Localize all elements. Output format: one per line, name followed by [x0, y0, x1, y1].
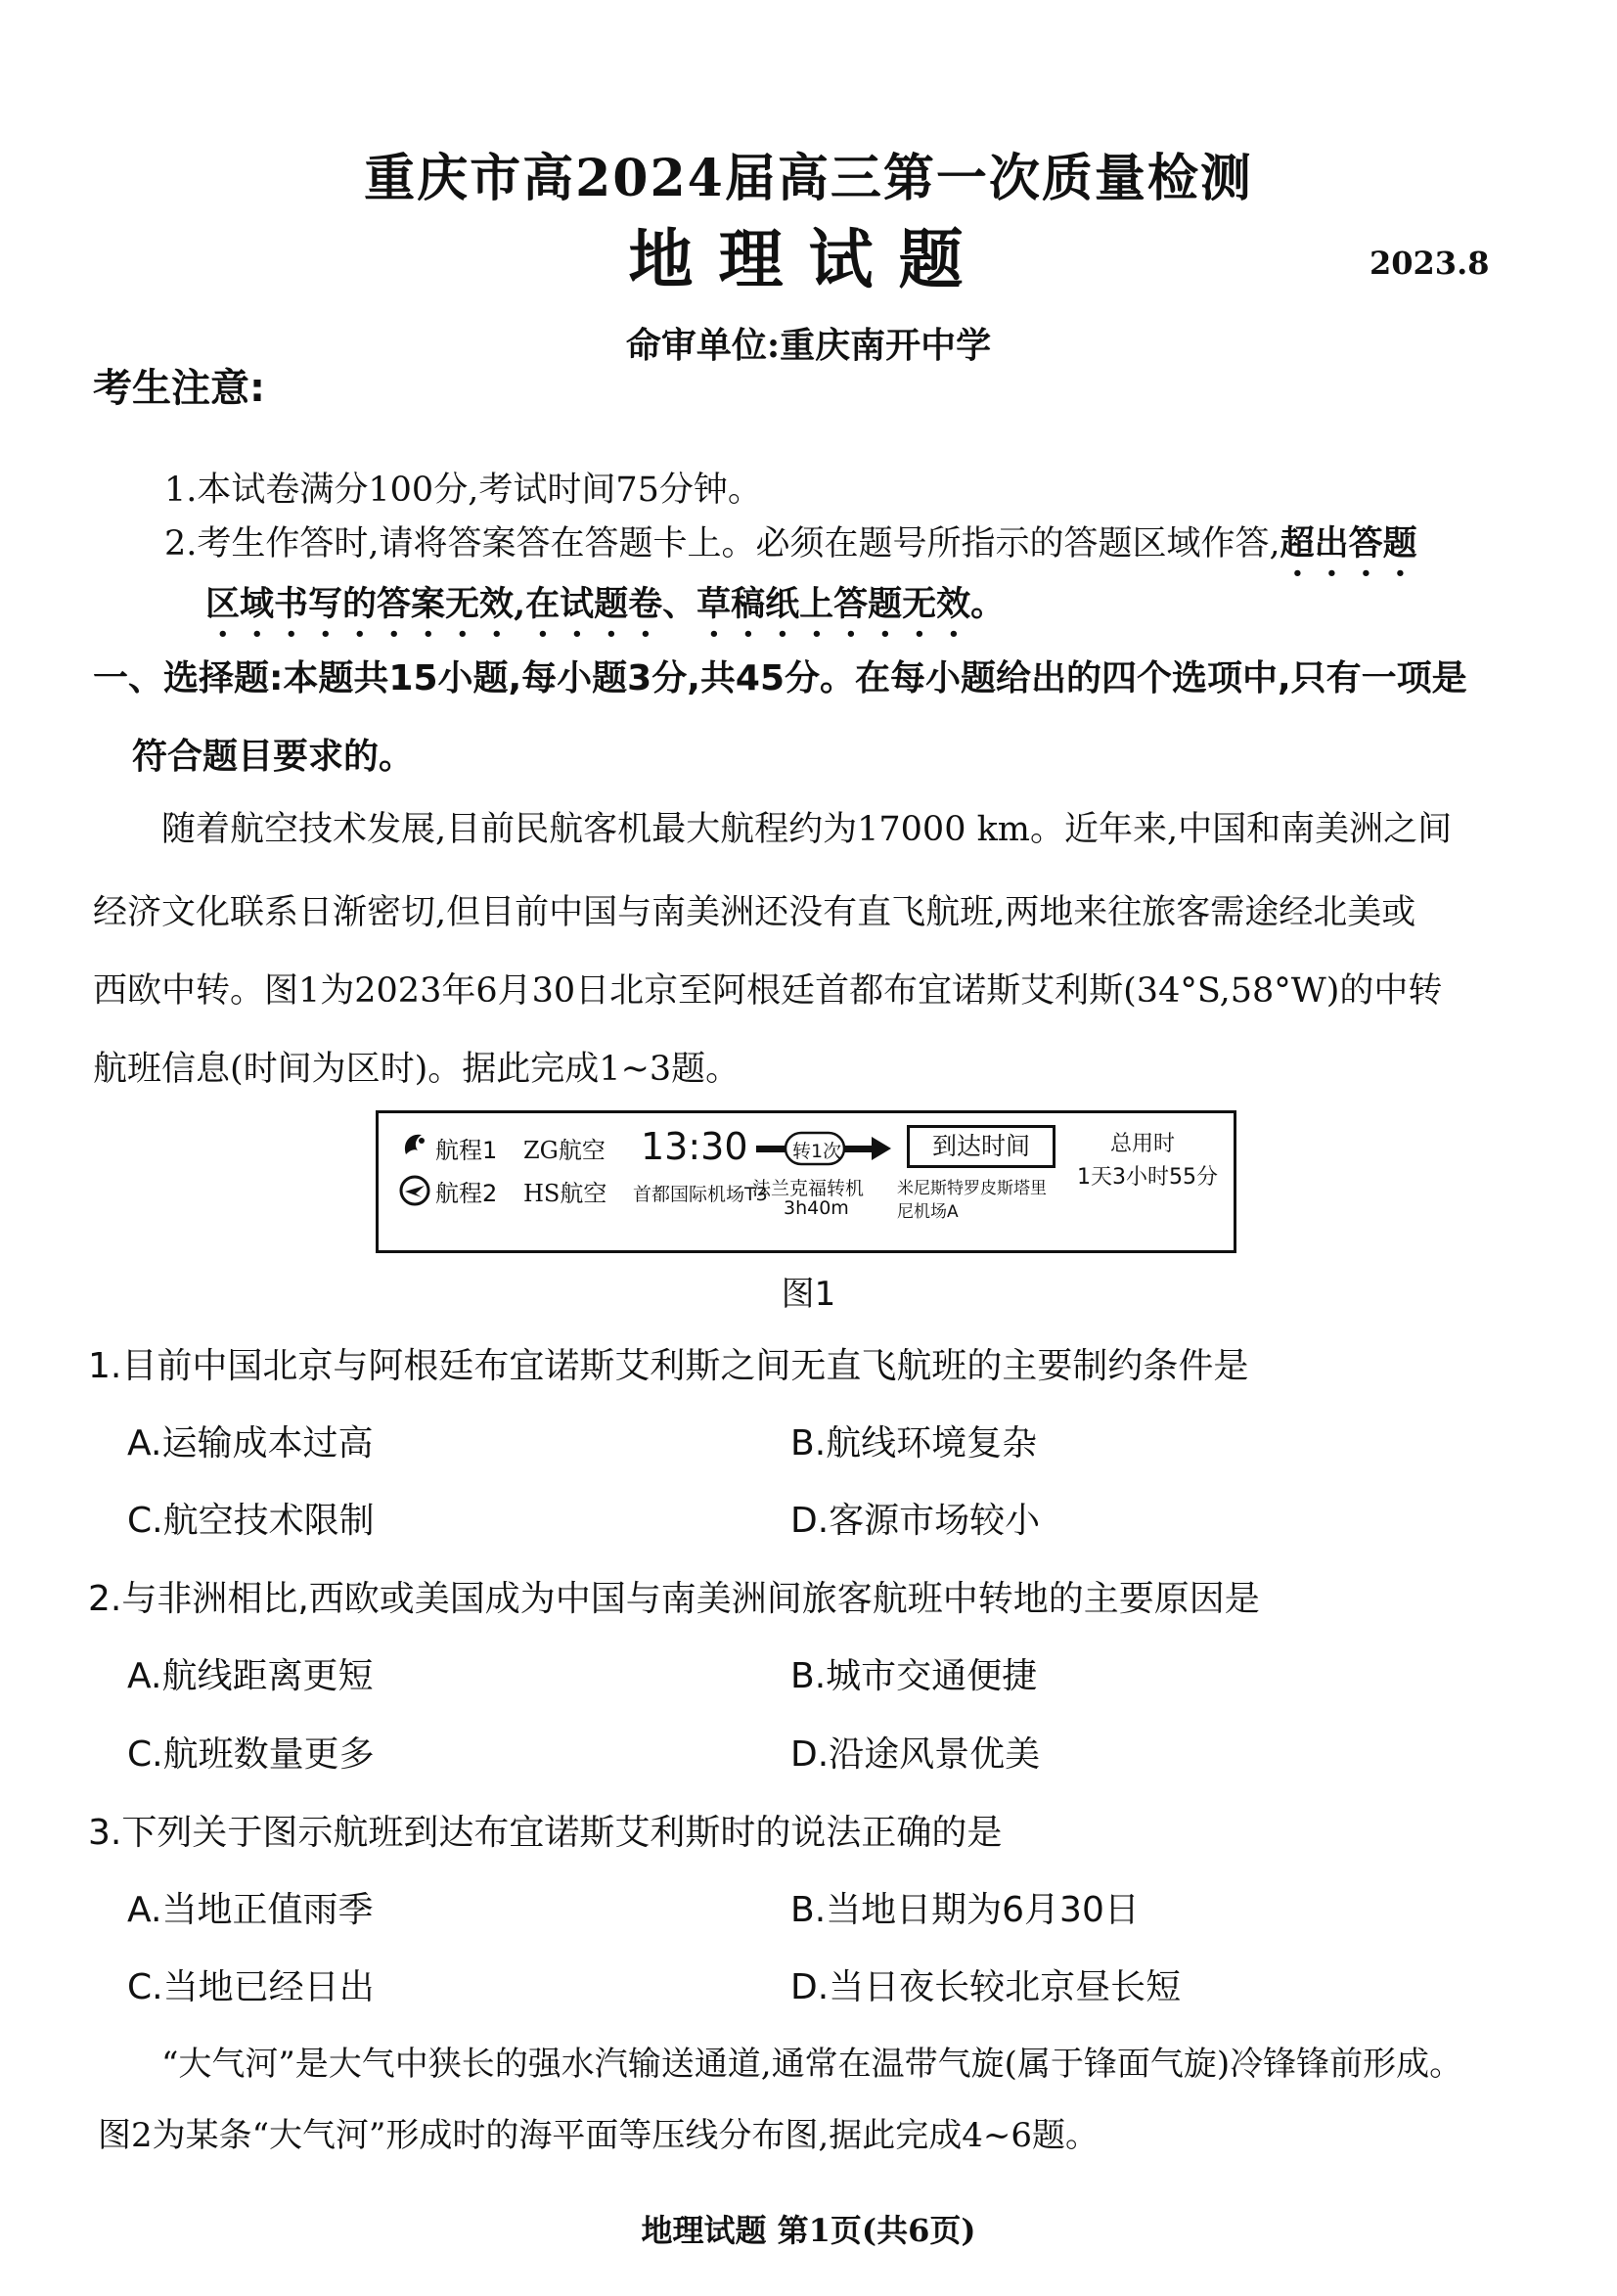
question-2-stem: 2.与非洲相比,西欧或美国成为中国与南美洲间旅客航班中转地的主要原因是: [88, 1579, 1260, 1619]
notice-heading: 考生注意:: [93, 366, 265, 411]
notice-item-2-text: 2.考生作答时,请将答案答在答题卡上。必须在题号所指示的答题区域作答,: [164, 524, 1280, 563]
question-1-stem: 1.目前中国北京与阿根廷布宜诺斯艾利斯之间无直飞航班的主要制约条件是: [88, 1346, 1249, 1386]
question-1-option-c: C.航空技术限制: [127, 1501, 375, 1541]
transfer-badge: 转1次: [791, 1141, 842, 1162]
question-3-option-b: B.当地日期为6月30日: [790, 1890, 1140, 1930]
passage1-line1: 随着航空技术发展,目前民航客机最大航程约为17000 km。近年来,中国和南美洲之间: [161, 810, 1453, 849]
notice-item-2-emphasis: 超出答题: [1280, 523, 1417, 563]
passage2-line1: “大气河”是大气中狭长的强水汽输送通道,通常在温带气旋(属于锋面气旋)冷锋锋前形成。: [161, 2045, 1463, 2084]
organizer: 命审单位:重庆南开中学: [625, 325, 992, 366]
figure1-caption: 图1: [781, 1275, 836, 1314]
passage2-line2: 图2为某条“大气河”形成时的海平面等压线分布图,据此完成4~6题。: [98, 2116, 1099, 2155]
leg1-label: 航程1: [435, 1137, 498, 1164]
question-1-option-a: A.运输成本过高: [127, 1423, 374, 1463]
total-duration-value: 1天3小时55分: [1077, 1165, 1218, 1190]
total-duration-label: 总用时: [1110, 1132, 1176, 1156]
question-2-option-c: C.航班数量更多: [127, 1734, 375, 1775]
exam-date: 2023.8: [1370, 245, 1490, 282]
passage1-line4: 航班信息(时间为区时)。据此完成1~3题。: [93, 1050, 741, 1089]
passage1-line2: 经济文化联系日渐密切,但目前中国与南美洲还没有直飞航班,两地来往旅客需途经北美或: [93, 893, 1416, 932]
depart-time: 13:30: [641, 1125, 748, 1168]
passage1-line3: 西欧中转。图1为2023年6月30日北京至阿根廷首都布宜诺斯艾利斯(34°S,58°W)的中转: [93, 971, 1443, 1011]
question-2-option-a: A.航线距离更短: [127, 1656, 374, 1696]
question-3-option-a: A.当地正值雨季: [127, 1890, 374, 1930]
transfer-airport: 法兰克福转机: [752, 1178, 865, 1199]
question-2-option-d: D.沿途风景优美: [790, 1734, 1041, 1775]
notice-item-2: [164, 517, 1417, 584]
arrival-time-box: 到达时间: [907, 1125, 1056, 1168]
section-heading-cont: 符合题目要求的。: [132, 737, 415, 777]
flight-info-figure: [376, 1110, 1236, 1253]
transfer-duration: 3h40m: [784, 1197, 849, 1219]
question-1-option-b: B.航线环境复杂: [790, 1423, 1038, 1463]
airline-logo-icon: [398, 1129, 431, 1162]
question-3-option-c: C.当地已经日出: [127, 1967, 375, 2007]
arrival-airport-line1: 米尼斯特罗皮斯塔里: [897, 1179, 1047, 1198]
depart-airport: 首都国际机场T3: [633, 1184, 768, 1205]
leg2-label: 航程2: [435, 1180, 498, 1207]
question-2-option-b: B.城市交通便捷: [790, 1656, 1038, 1696]
airline1: ZG航空: [523, 1137, 606, 1164]
question-3-stem: 3.下列关于图示航班到达布宜诺斯艾利斯时的说法正确的是: [88, 1813, 1003, 1853]
crane-logo-icon: [398, 1174, 431, 1207]
notice-item-2-emphasis-cont: 区域书写的答案无效,在试题卷、草稿纸上答题无效。: [205, 584, 1006, 624]
airline2: HS航空: [523, 1180, 607, 1207]
subject-title: 地理试题: [628, 221, 989, 297]
notice-item-1: 1.本试卷满分100分,考试时间75分钟。: [164, 471, 762, 510]
question-3-option-d: D.当日夜长较北京昼长短: [790, 1967, 1182, 2007]
arrival-airport-line2: 尼机场A: [897, 1202, 959, 1222]
page-footer: 地理试题 第1页(共6页): [641, 2212, 976, 2249]
question-1-option-d: D.客源市场较小: [790, 1501, 1041, 1541]
exam-title: 重庆市高2024届高三第一次质量检测: [364, 149, 1253, 208]
section-heading: 一、选择题:本题共15小题,每小题3分,共45分。在每小题给出的四个选项中,只有一项是: [93, 658, 1467, 698]
notice-item-2-cont: [205, 577, 1005, 645]
